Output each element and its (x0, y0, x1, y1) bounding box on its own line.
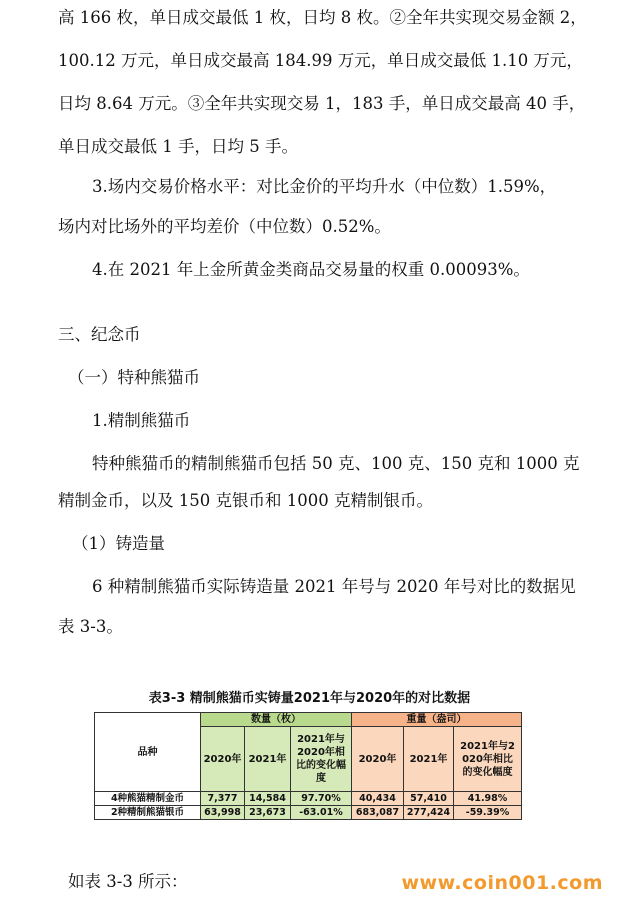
quantity-2021-header: 2021年 (245, 727, 291, 792)
cell-quantity-2020: 7,377 (201, 792, 245, 806)
paragraph-line: 3.场内交易价格水平：对比金价的平均升水（中位数）1.59%， (92, 177, 557, 196)
paragraph-line: 单日成交最低 1 手，日均 5 手。 (58, 137, 298, 156)
paragraph-line: 表 3-3。 (58, 617, 123, 636)
subsection-heading: （一）特种熊猫币 (68, 368, 200, 387)
quantity-group-header: 数量（枚） (201, 713, 352, 727)
item-header: 品种 (95, 713, 201, 792)
quantity-2020-header: 2020年 (201, 727, 245, 792)
paragraph-line: 100.12 万元，单日成交最高 184.99 万元，单日成交最低 1.10 万元， (58, 51, 583, 70)
cell-quantity-change: -63.01% (291, 806, 352, 820)
cell-quantity-2020: 63,998 (201, 806, 245, 820)
table-title: 表3-3 精制熊猫币实铸量2021年与2020年的对比数据 (148, 691, 471, 706)
weight-group-header: 重量（盎司） (352, 713, 522, 727)
paragraph-line: 4.在 2021 年上金所黄金类商品交易量的权重 0.00093%。 (92, 260, 530, 279)
section-heading: 三、纪念币 (58, 325, 141, 344)
cell-quantity-2021: 14,584 (245, 792, 291, 806)
paragraph-line: 特种熊猫币的精制熊猫币包括 50 克、100 克、150 克和 1000 克 (92, 454, 580, 473)
paragraph-line: 日均 8.64 万元。③全年共实现交易 1，183 手，单日成交最高 40 手， (58, 94, 586, 113)
table-header-row (95, 713, 522, 727)
weight-change-header: 2021年与2020年相比的变化幅度 (454, 727, 522, 792)
weight-2020-header: 2020年 (352, 727, 404, 792)
row-name: 4种熊猫精制金币 (95, 792, 201, 806)
paragraph-line: 6 种精制熊猫币实际铸造量 2021 年号与 2020 年号对比的数据见 (92, 577, 576, 596)
weight-2021-header: 2021年 (404, 727, 454, 792)
quantity-change-header: 2021年与2020年相比的变化幅度 (291, 727, 352, 792)
subsection-heading: （1）铸造量 (72, 534, 165, 553)
paragraph-line: 场内对比场外的平均差价（中位数）0.52%。 (58, 217, 391, 236)
table-row (95, 792, 522, 806)
table-row (95, 806, 522, 820)
watermark-logo: www.coin001.com (401, 872, 603, 894)
paragraph-line: 高 166 枚，单日成交最低 1 枚，日均 8 枚。②全年共实现交易金额 2， (58, 8, 587, 27)
paragraph-line: 如表 3-3 所示： (68, 872, 188, 891)
cell-weight-2020: 40,434 (352, 792, 404, 806)
paragraph-line: 精制金币，以及 150 克银币和 1000 克精制银币。 (58, 491, 433, 510)
comparison-table (94, 712, 522, 820)
row-name: 2种精制熊猫银币 (95, 806, 201, 820)
cell-weight-change: 41.98% (454, 792, 522, 806)
cell-quantity-2021: 23,673 (245, 806, 291, 820)
cell-weight-change: -59.39% (454, 806, 522, 820)
cell-quantity-change: 97.70% (291, 792, 352, 806)
subsection-heading: 1.精制熊猫币 (92, 411, 191, 430)
cell-weight-2021: 57,410 (404, 792, 454, 806)
cell-weight-2020: 683,087 (352, 806, 404, 820)
cell-weight-2021: 277,424 (404, 806, 454, 820)
